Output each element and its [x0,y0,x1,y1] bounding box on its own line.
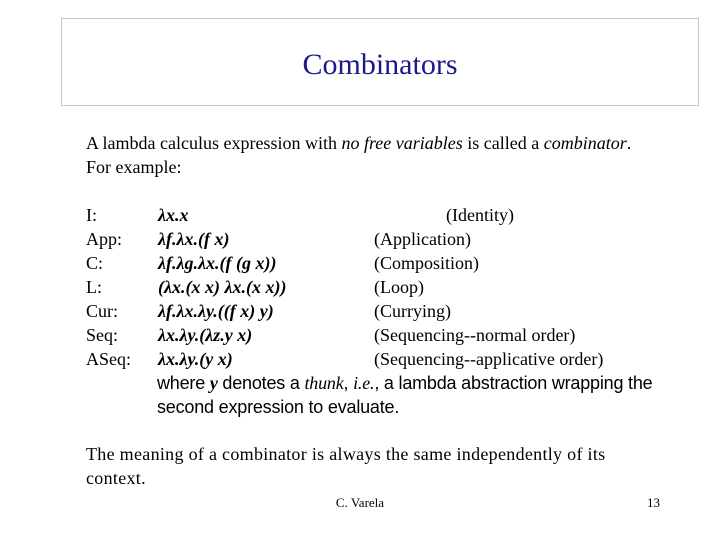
intro-text-3: . For example: [86,133,632,177]
combinator-description: (Application) [374,229,471,249]
footer-author: C. Varela [335,495,385,510]
note-variable-y: y [209,373,218,393]
page-number: 13 [647,495,660,510]
combinator-expression: λx.λy.(λz.y x) [158,325,253,345]
combinator-description: (Composition) [374,253,480,273]
combinator-name: Seq: [86,325,119,345]
combinator-name: L: [86,277,102,297]
intro-text-2: is called a [462,133,544,153]
title-box [61,18,699,106]
combinator-list [86,203,706,371]
intro-paragraph [86,131,646,179]
thunk-note [157,371,677,419]
combinator-description: (Currying) [374,301,451,321]
note-ie: i.e. [353,373,375,393]
combinator-row-identity [86,203,706,227]
combinator-description: (Loop) [374,277,424,297]
combinator-expression: λf.λx.λy.((f x) y) [158,301,274,321]
intro-text-1: A lambda calculus expression with [86,133,342,153]
combinator-name: C: [86,253,104,273]
combinator-description: (Sequencing--applicative order) [374,349,604,369]
intro-emphasis-combinator: combinator [543,133,627,153]
meaning-paragraph: The meaning of a combinator is always the same independently of its context. [86,444,606,488]
combinator-name: I: [86,205,97,225]
combinator-row-sequencing-applicative [86,347,706,371]
combinator-description: (Identity) [446,205,514,225]
note-text-2: denotes a [217,373,305,393]
combinator-row-application [86,227,706,251]
combinator-description: (Sequencing--normal order) [374,325,576,345]
combinator-row-currying [86,299,706,323]
intro-emphasis-free-variables: no free variables [341,133,463,153]
combinator-expression: λf.λg.λx.(f (g x)) [158,253,277,273]
combinator-expression: λf.λx.(f x) [158,229,230,249]
combinator-row-loop [86,275,706,299]
combinator-name: App: [86,229,122,249]
combinator-expression: λx.λy.(y x) [158,349,233,369]
note-term-thunk: thunk [304,373,344,393]
combinator-row-sequencing-normal [86,323,706,347]
combinator-name: ASeq: [86,349,131,369]
note-text-3: , [343,373,354,393]
slide-title: Combinators [302,48,458,81]
combinator-name: Cur: [86,301,119,321]
note-text-1: where [157,373,210,393]
note-text-4: , a lambda abstraction wrapping the second expression to evaluate. [157,373,653,417]
combinator-expression: (λx.(x x) λx.(x x)) [158,277,287,297]
combinator-expression: λx.x [158,205,189,225]
combinator-row-composition [86,251,706,275]
